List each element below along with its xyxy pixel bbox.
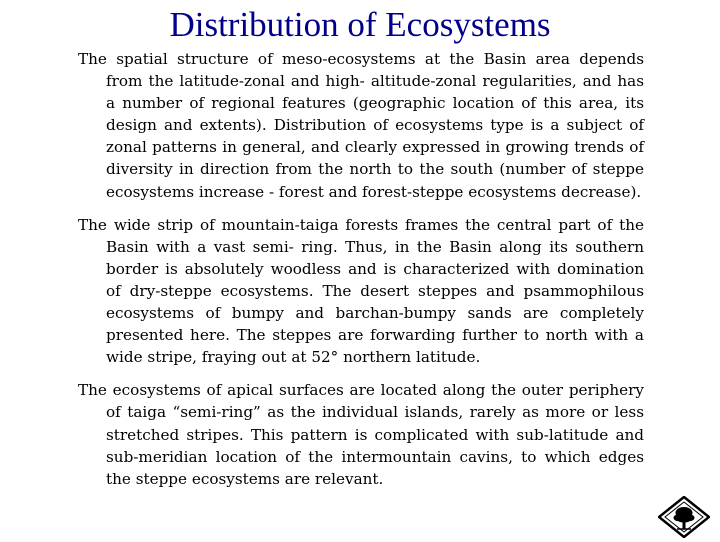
paragraph-3: The ecosystems of apical surfaces are located along the outer periphery of taiga “semi-ring” as the individual islands, rarely as more or less stretched stripes. This pattern is complicated with sub-latitude and sub-meridian location of the intermountain cavins, to which edges the steppe ecosystems are relevant. [78,381,644,488]
page-title: Distribution of Ecosystems [169,5,551,44]
paragraph-2: The wide strip of mountain-taiga forests frames the central part of the Basin with a vast semi- ring. Thus, in the Basin along its southern border is absolutely woodless and is characterized with domination of dry-steppe ecosystems. The desert steppes and psammophilous ecosystems of bumpy and barchan-bumpy sands are completely presented here. The steppes are forwarding further to north with a wide stripe, fraying out at 52° northern latitude. [78,215,644,367]
paragraph-1: The spatial structure of meso-ecosystems at the Basin area depends from the latitude-zonal and high- altitude-zonal regularities, and has a number of regional features (geographic location of this area, its design and extents). Distribution of ecosystems type is a subject of zonal patterns in general, and clearly expressed in growing trends of diversity in direction from the north to the south (number of steppe ecosystems increase - forest and forest-steppe ecosystems decrease). [78,50,644,201]
tree-diamond-logo-icon [658,496,710,538]
body-text [78,48,644,501]
